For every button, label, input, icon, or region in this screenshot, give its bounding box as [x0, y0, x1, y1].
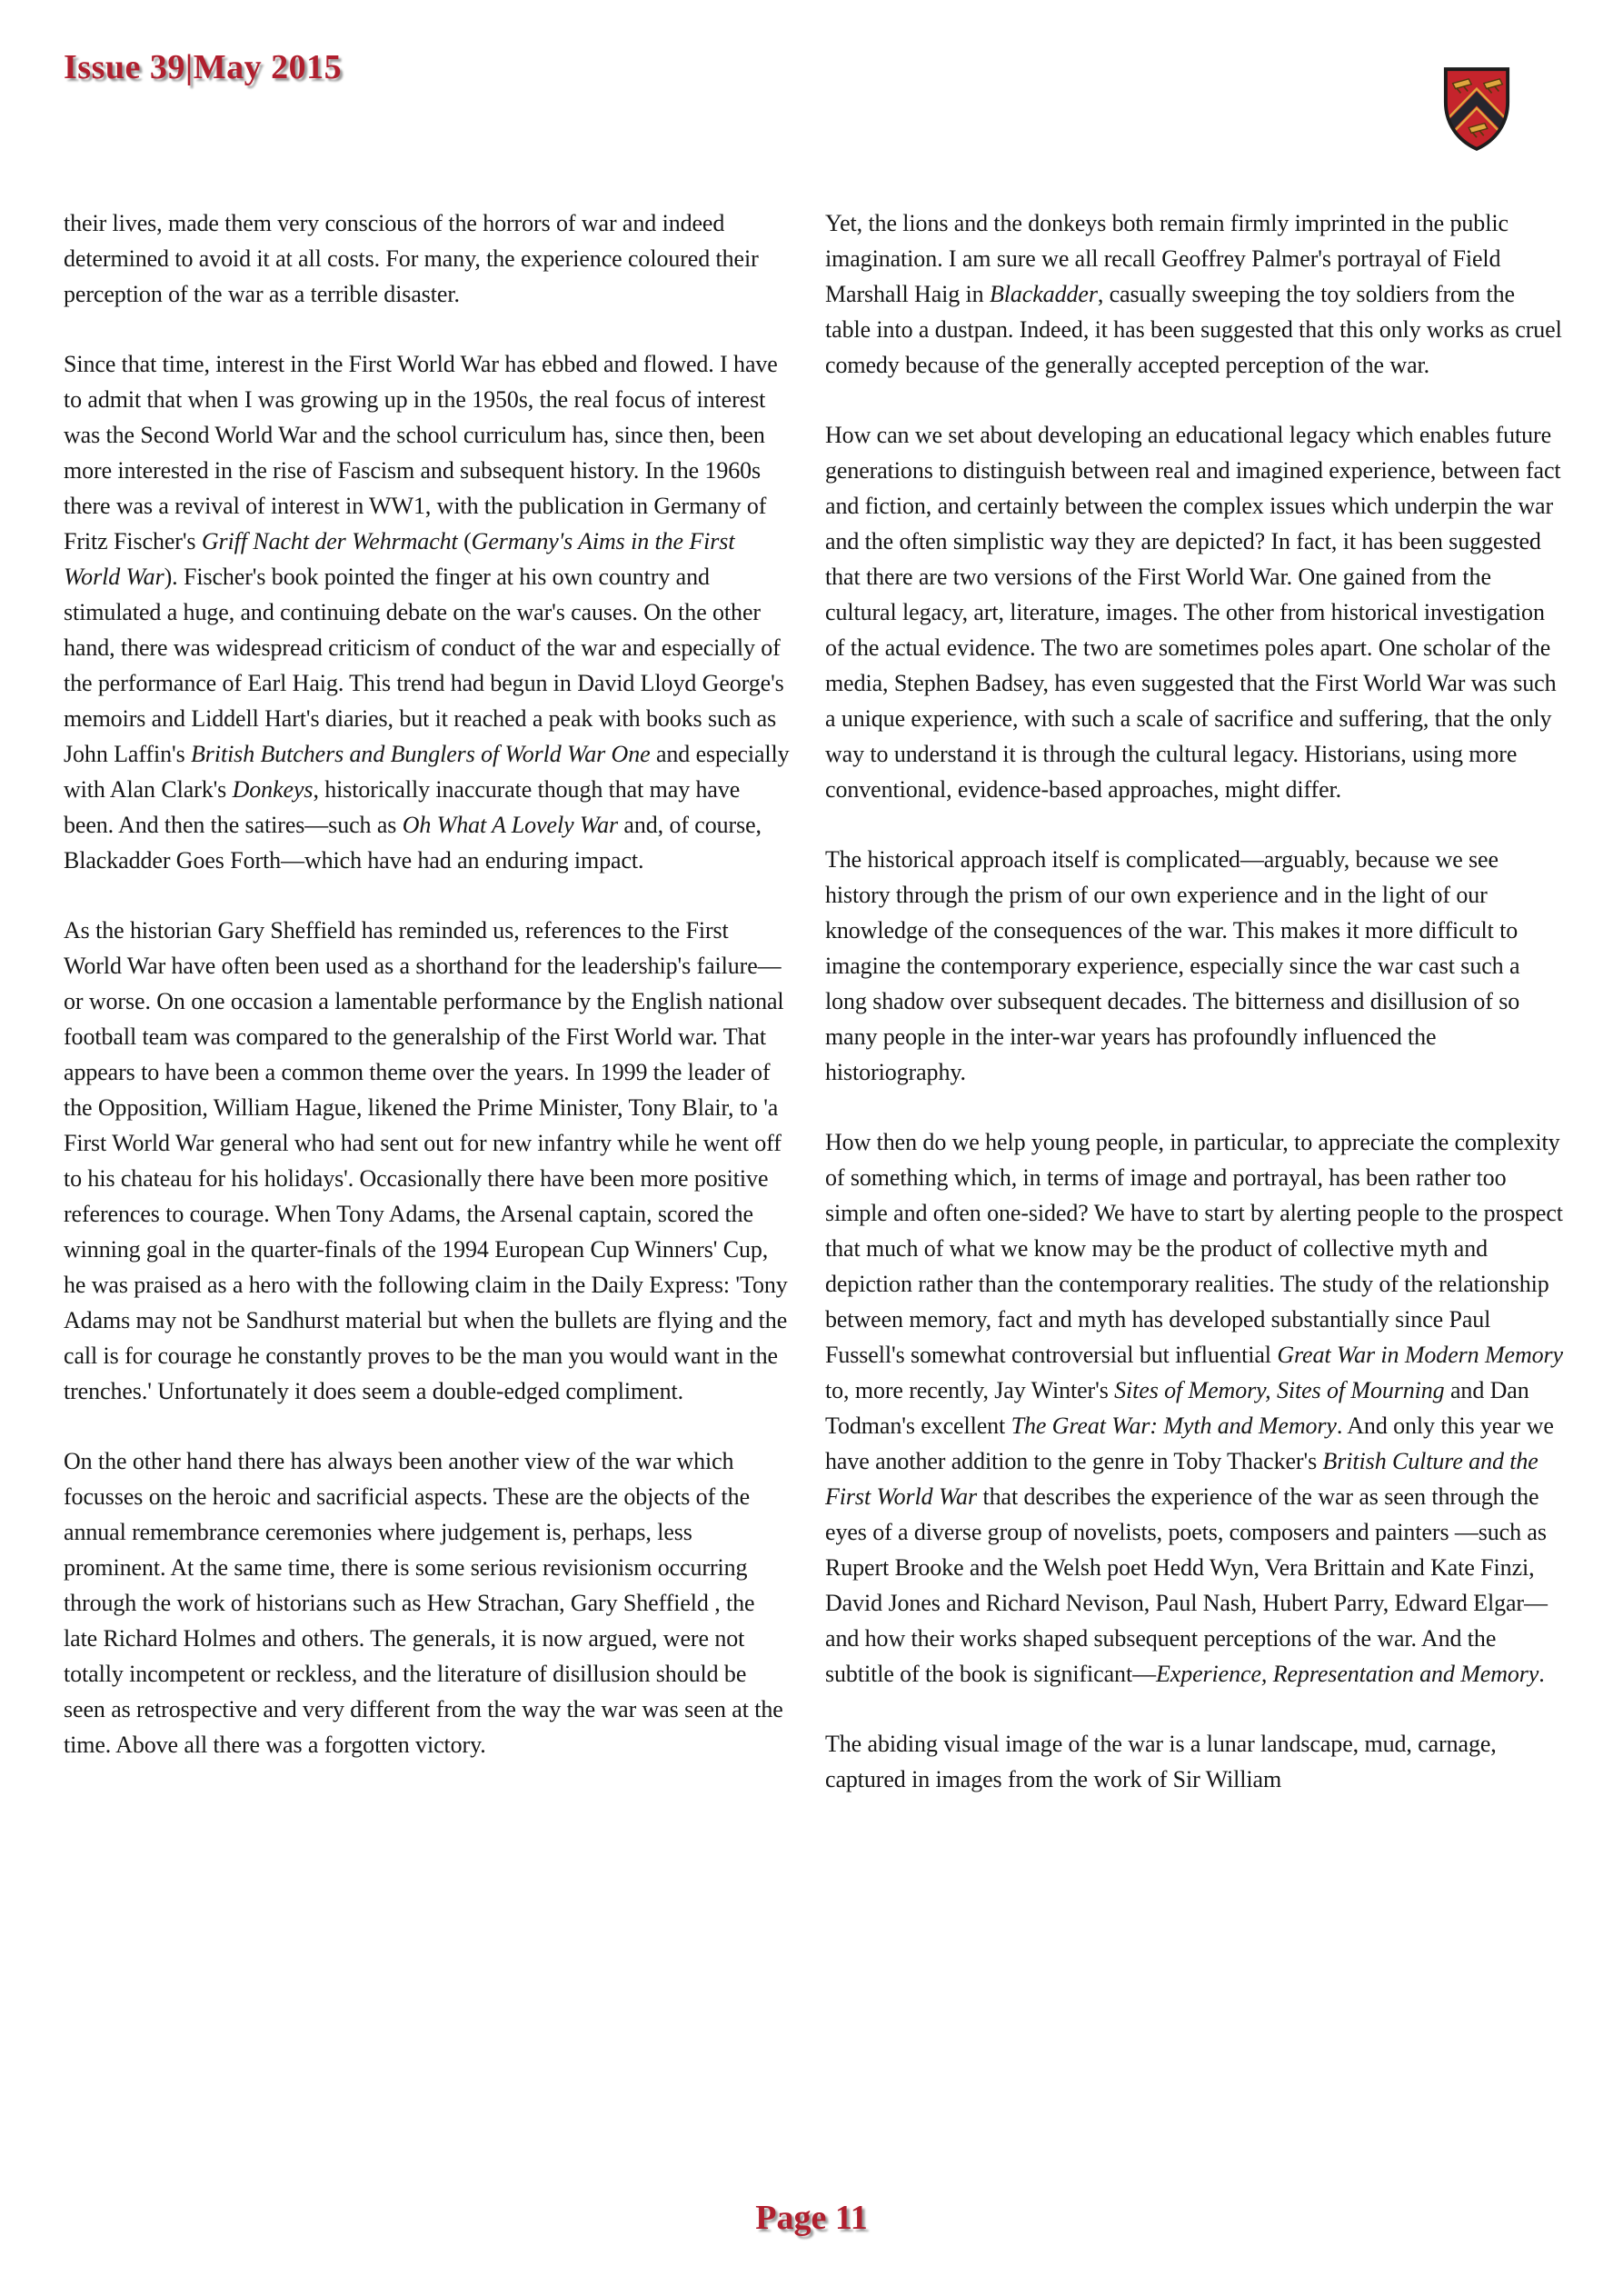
page-number: Page 11 [755, 2199, 868, 2237]
school-crest-logo [1441, 65, 1512, 153]
paragraph: As the historian Gary Sheffield has reminded us, references to the First World War have often been used as a shorthand for the leadership's failure—or worse. On one occasion a lamentable performance by the English national football team was compared to the generalship of the First World war. That appears to have been a common theme over the years. In 1999 the leader of the Opposition, William Hague, likened the Prime Minister, Tony Blair, to 'a First World War general who had sent out for new infantry while he went off to his chateau for his holidays'. Occasionally there have been more positive references to courage. When Tony Adams, the Arsenal captain, scored the winning goal in the quarter-finals of the 1994 European Cup Winners' Cup, he was praised as a hero with the following claim in the Daily Express: 'Tony Adams may not be Sandhurst material but when the bullets are flying and the call is for courage he constantly proves to be the man you would want in the trenches.' Unfortunately it does seem a double-edged compliment. [64, 917, 788, 1404]
paragraph: their lives, made them very conscious of the horrors of war and indeed determined to avoid it at all costs. For many, the experience coloured their perception of the war as a terrible disaster. [64, 210, 759, 307]
paragraph: On the other hand there has always been another view of the war which focusses on the heroic and sacrificial aspects. These are the objects of the annual remembrance ceremonies where judgement is, perhaps, less prominent. At the same time, there is some serious revisionism occurring through the work of historians such as Hew Strachan, Gary Sheffield , the late Richard Holmes and others. The generals, it is now argued, were not totally incompetent or reckless, and the literature of disillusion should be seen as retrospective and very different from the way the war was seen at the time. Above all there was a forgotten victory. [64, 1448, 783, 1758]
paragraph: The historical approach itself is complicated—arguably, because we see history through the prism of our own experience and in the light of our knowledge of the consequences of the war. This makes it more difficult to imagine the contemporary experience, especially since the war cast such a long shadow over subsequent decades. The bitterness and disillusion of so many people in the inter-war years has profoundly influenced the historiography. [825, 846, 1520, 1085]
paragraph: Since that time, interest in the First World War has ebbed and flowed. I have to admit that when I was growing up in the 1950s, the real focus of interest was the Second World War and the school curriculum has, since then, been more interested in the rise of Fascism and subsequent history. In the 1960s there was a revival of interest in WW1, with the publication in Germany of Fritz Fischer's Griff Nacht der Wehrmacht (Germany's Aims in the First World War). Fischer's book pointed the finger at his own country and stimulated a huge, and continuing debate on the war's causes. On the other hand, there was widespread criticism of conduct of the war and especially of the performance of Earl Haig. This trend had begun in David Lloyd George's memoirs and Liddell Hart's diaries, but it reached a peak with books such as John Laffin's British Butchers and Bunglers of World War One and especially with Alan Clark's Donkeys, historically inaccurate though that may have been. And then the satires—such as Oh What A Lovely War and, of course, Blackadder Goes Forth—which have had an enduring impact. [64, 351, 790, 873]
left-column [64, 205, 791, 1797]
paragraph: The abiding visual image of the war is a lunar landscape, mud, carnage, captured in images from the work of Sir William [825, 1731, 1497, 1792]
issue-label: Issue 39|May 2015 [64, 48, 343, 86]
paragraph: How then do we help young people, in particular, to appreciate the complexity of something which, in terms of image and portrayal, has been rather too simple and often one-sided? We have to start by alerting people to the prospect that much of what we know may be the product of collective myth and depiction rather than the contemporary realities. The study of the relationship between memory, fact and myth has developed substantially since Paul Fussell's somewhat controversial but influential Great War in Modern Memory to, more recently, Jay Winter's Sites of Memory, Sites of Mourning and Dan Todman's excellent The Great War: Myth and Memory. And only this year we have another addition to the genre in Toby Thacker's British Culture and the First World War that describes the experience of the war as seen through the eyes of a diverse group of novelists, poets, composers and painters —such as Rupert Brooke and the Welsh poet Hedd Wyn, Vera Brittain and Kate Finzi, David Jones and Richard Nevison, Paul Nash, Hubert Parry, Edward Elgar—and how their works shaped subsequent perceptions of the war. And the subtitle of the book is significant—Experience, Representation and Memory. [825, 1129, 1563, 1687]
paragraph: How can we set about developing an educational legacy which enables future generations to distinguish between real and imagined experience, between fact and fiction, and certainly between the complex issues which underpin the war and the often simplistic way they are depicted? In fact, it has been suggested that there are two versions of the First World War. One gained from the cultural legacy, art, literature, images. The other from historical investigation of the actual evidence. The two are sometimes poles apart. One scholar of the media, Stephen Badsey, has even suggested that the First World War was such a unique experience, with such a scale of sacrifice and suffering, that the only way to understand it is through the cultural legacy. Historians, using more conventional, evidence-based approaches, might differ. [825, 422, 1561, 803]
paragraph: Yet, the lions and the donkeys both remain firmly imprinted in the public imagination. I am sure we all recall Geoffrey Palmer's portrayal of Field Marshall Haig in Blackadder, casually sweeping the toy soldiers from the table into a dustpan. Indeed, it has been suggested that this only works as cruel comedy because of the generally accepted perception of the war. [825, 210, 1562, 378]
right-column [825, 205, 1563, 1832]
